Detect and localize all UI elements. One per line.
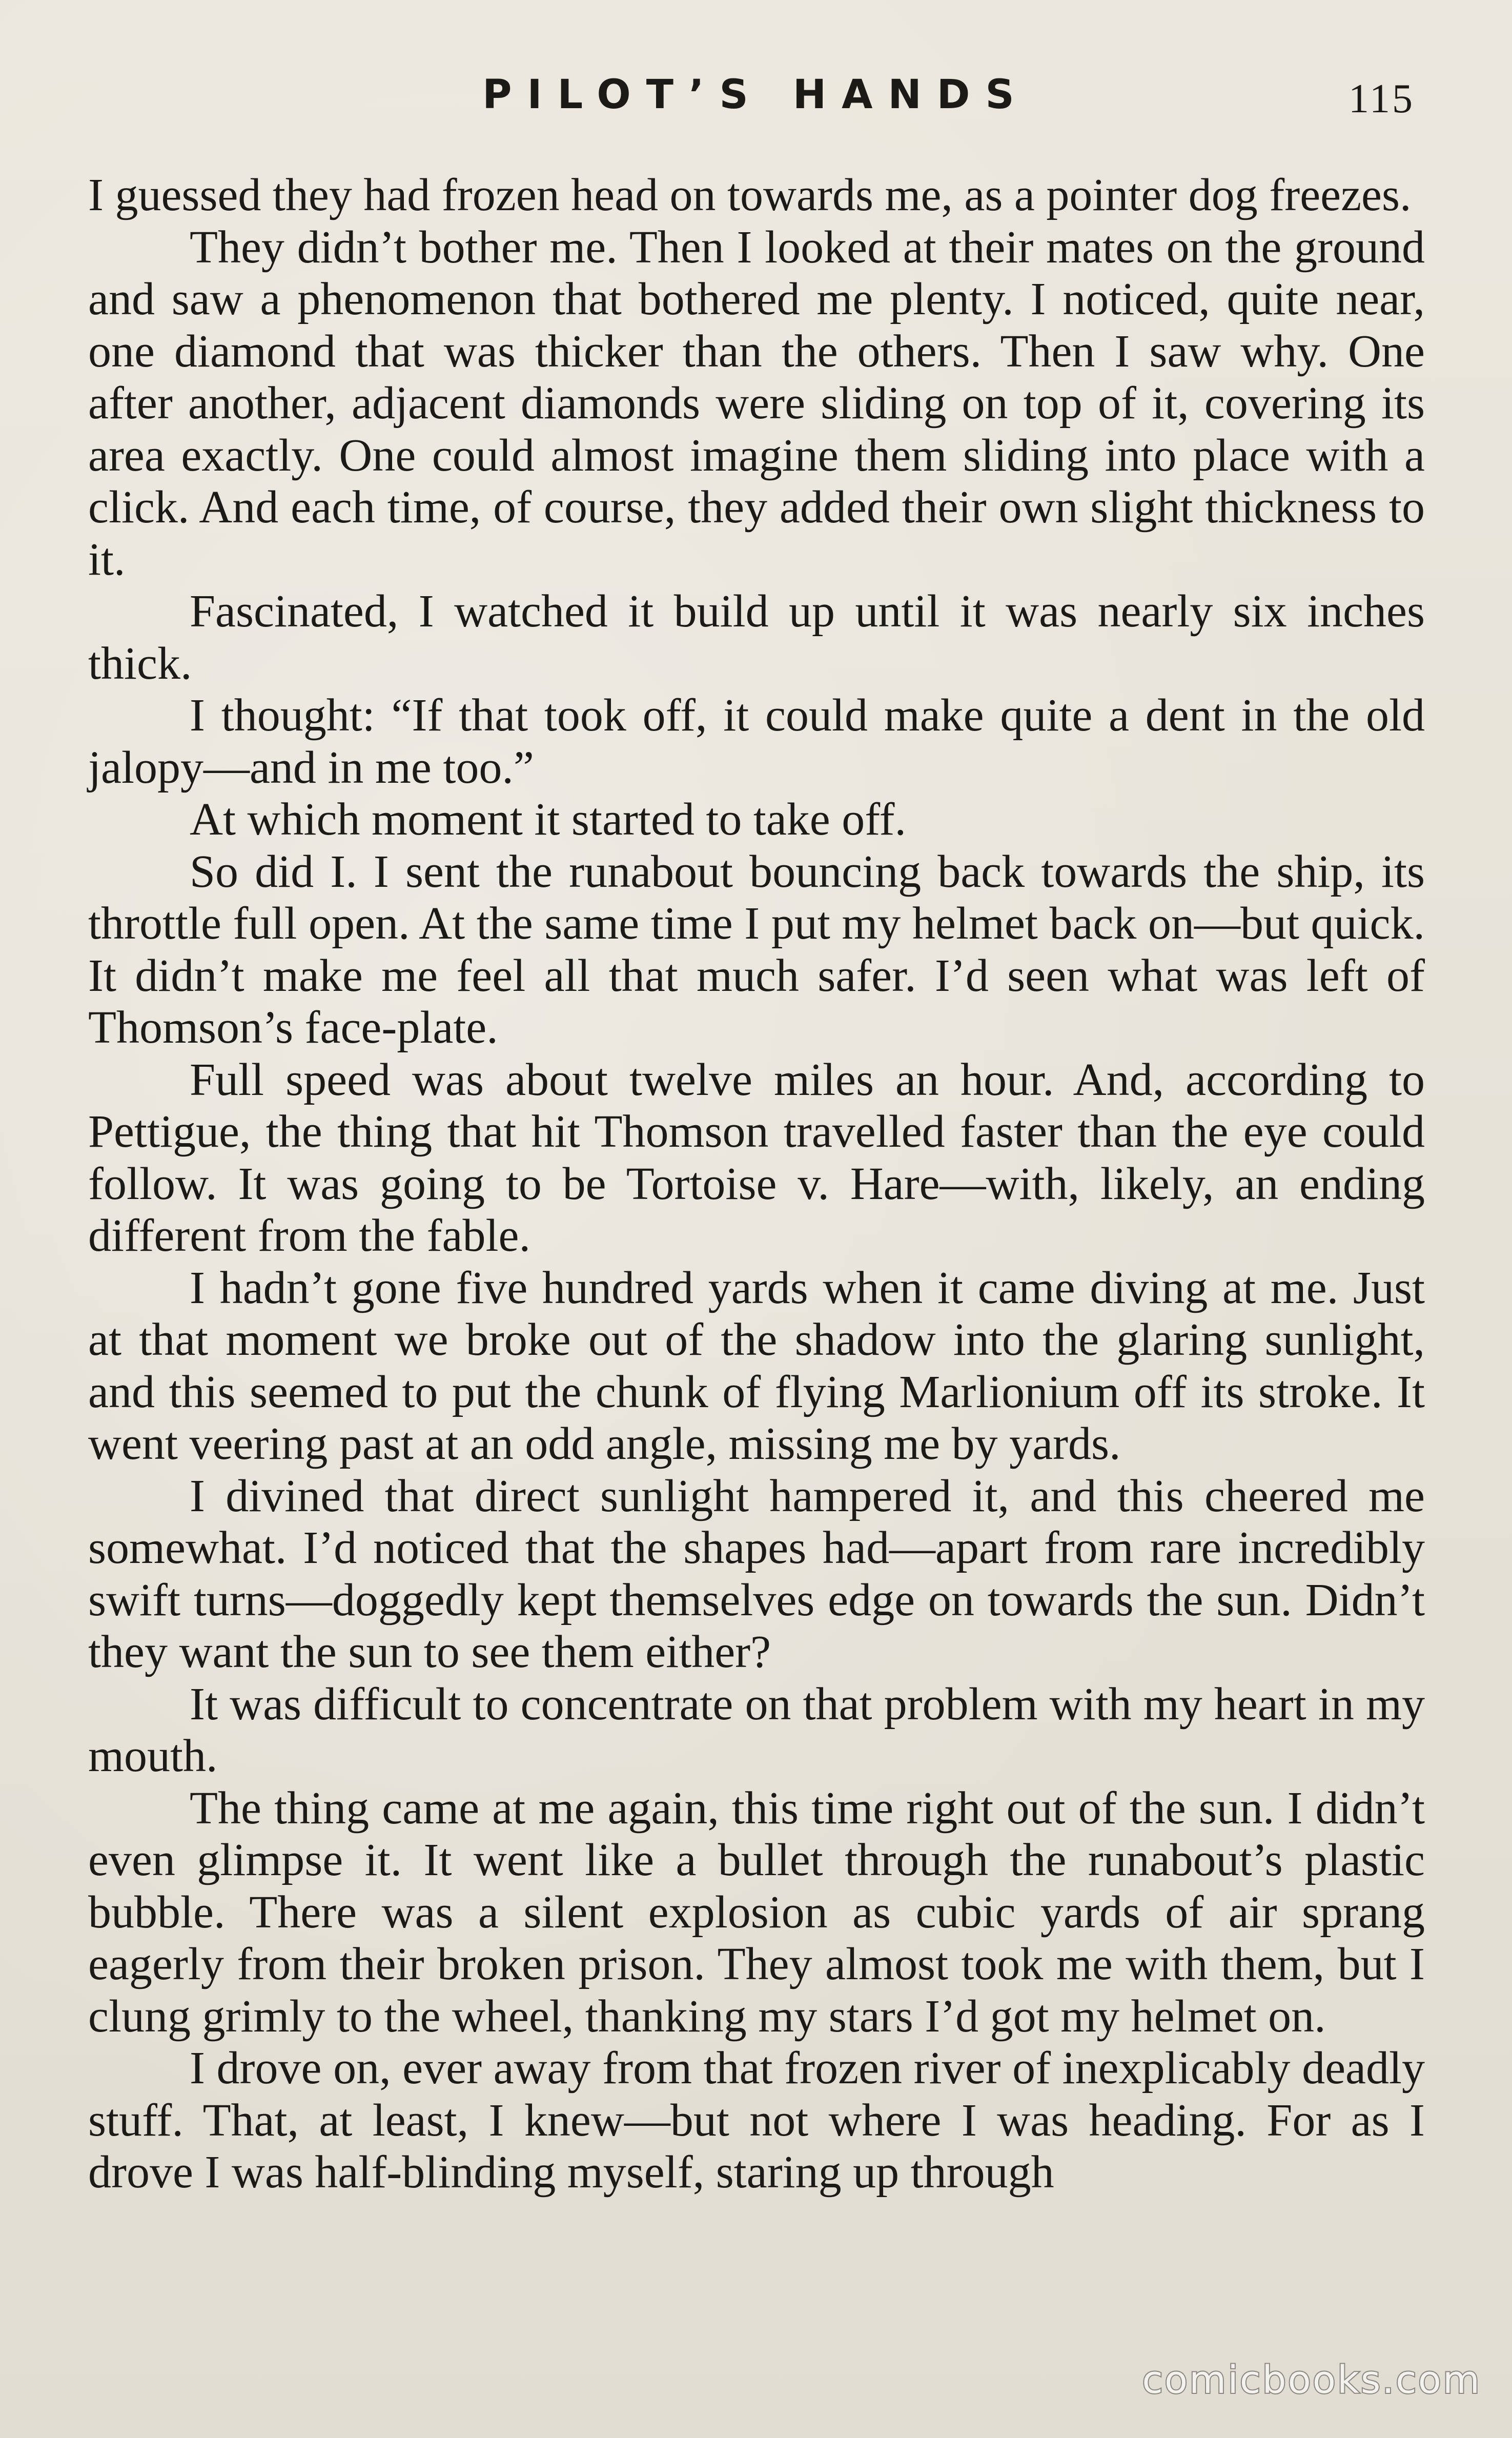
paragraph-10: It was difficult to concentrate on that problem with my heart in my mouth.: [88, 1678, 1425, 1781]
paragraph-3: Fascinated, I watched it build up until it was nearly six inches thick.: [88, 586, 1425, 689]
paragraph-4: I thought: “If that took off, it could make quite a dent in the old jalopy—and in me too.”: [88, 690, 1425, 793]
running-head: PILOT’S HANDS: [482, 72, 1030, 118]
paragraph-1: I guessed they had frozen head on towards me, as a pointer dog freezes.: [88, 170, 1412, 220]
body-text: [88, 169, 1425, 2199]
paragraph-12: I drove on, ever away from that frozen river of inexplicably deadly stuff. That, at least, I knew—but not where I was heading. For as I drove I was half-blinding myself, staring up through: [88, 2043, 1425, 2198]
paragraph-2: They didn’t bother me. Then I looked at their mates on the ground and saw a phenomenon that bothered me plenty. I noticed, quite near, one diamond that was thicker than the others. Then I saw why. One after another, adjacent diamonds were sliding on top of it, covering its area exactly. One could almost imagine them sliding into place with a click. And each time, of course, they added their own slight thickness to it.: [88, 221, 1425, 585]
page-header: [0, 67, 1512, 128]
watermark: comicbooks.com: [1142, 2358, 1481, 2402]
paragraph-9: I divined that direct sunlight hampered it, and this cheered me somewhat. I’d noticed that the shapes had—apart from rare incredibly swift turns—doggedly kept themselves edge on towards the sun. Didn’t they want the sun to see them either?: [88, 1470, 1425, 1677]
paragraph-7: Full speed was about twelve miles an hour. And, according to Pettigue, the thing that hit Thomson travelled faster than the eye could follow. It was going to be Tortoise v. Hare—with, likely, an ending different from the fable.: [88, 1054, 1425, 1261]
paragraph-6: So did I. I sent the runabout bouncing back towards the ship, its throttle full open. At the same time I put my helmet back on—but quick. It didn’t make me feel all that much safer. I’d seen what was left of Thomson’s face-plate.: [88, 846, 1425, 1053]
page-number: 115: [1348, 76, 1415, 121]
paragraph-8: I hadn’t gone five hundred yards when it came diving at me. Just at that moment we broke out of the shadow into the glaring sunlight, and this seemed to put the chunk of flying Marlionium off its stroke. It went veering past at an odd angle, missing me by yards.: [88, 1262, 1425, 1469]
paragraph-5: At which moment it started to take off.: [190, 794, 907, 845]
paragraph-11: The thing came at me again, this time right out of the sun. I didn’t even glimpse it. It went like a bullet through the runabout’s plastic bubble. There was a silent explosion as cubic yards of air sprang eagerly from their broken prison. They almost took me with them, but I clung grimly to the wheel, thanking my stars I’d got my helmet on.: [88, 1782, 1425, 2042]
